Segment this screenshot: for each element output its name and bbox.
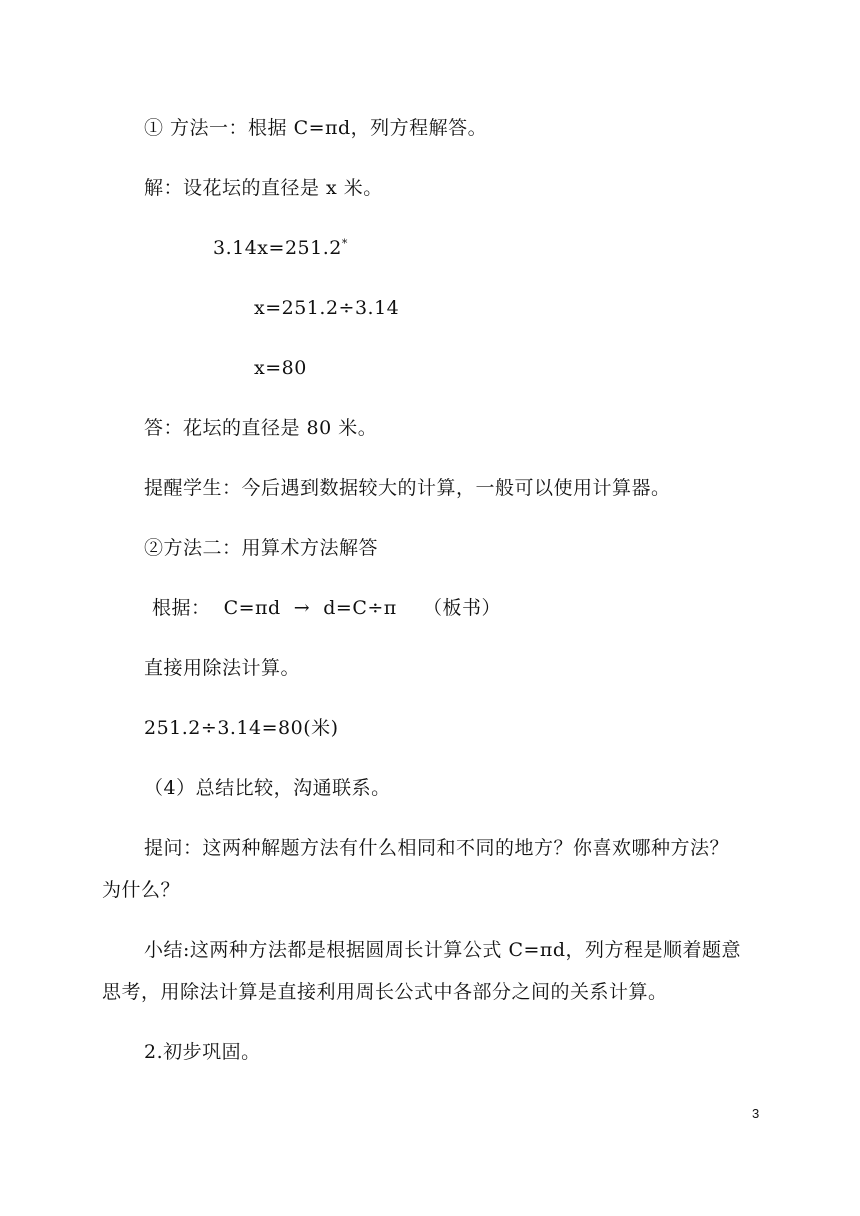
- method-two-heading: ②方法二：用算术方法解答: [144, 537, 379, 559]
- conclusion-line-2: 思考，用除法计算是直接利用周长公式中各部分之间的关系计算。: [102, 981, 668, 1003]
- formula-line: 根据： C=πd → d=C÷π （板书）: [152, 597, 501, 619]
- division-result: 251.2÷3.14=80(米): [144, 717, 339, 739]
- direct-division-line: 直接用除法计算。: [144, 657, 301, 679]
- equation-line-1: [213, 236, 348, 260]
- question-line-1: 提问：这两种解题方法有什么相同和不同的地方？你喜欢哪种方法？: [144, 837, 730, 859]
- equation-text: 3.14x=251.2: [213, 237, 342, 259]
- equation-line-2: x=251.2÷3.14: [254, 297, 400, 319]
- page-number: 3: [752, 1106, 760, 1121]
- question-line-2: 为什么？: [102, 879, 181, 901]
- method-one-heading: ① 方法一：根据 C=πd，列方程解答。: [144, 117, 488, 139]
- consolidation-heading: 2.初步巩固。: [144, 1041, 261, 1063]
- equation-line-3: x=80: [254, 357, 307, 379]
- reminder-line: 提醒学生：今后遇到数据较大的计算，一般可以使用计算器。: [144, 477, 671, 499]
- answer-line: 答：花坛的直径是 80 米。: [144, 417, 378, 439]
- solution-setup: 解：设花坛的直径是 x 米。: [144, 177, 383, 199]
- equation-mark: *: [341, 237, 348, 250]
- summary-heading: （4）总结比较，沟通联系。: [144, 777, 391, 799]
- conclusion-line-1: 小结:这两种方法都是根据圆周长计算公式 C=πd，列方程是顺着题意: [144, 939, 742, 961]
